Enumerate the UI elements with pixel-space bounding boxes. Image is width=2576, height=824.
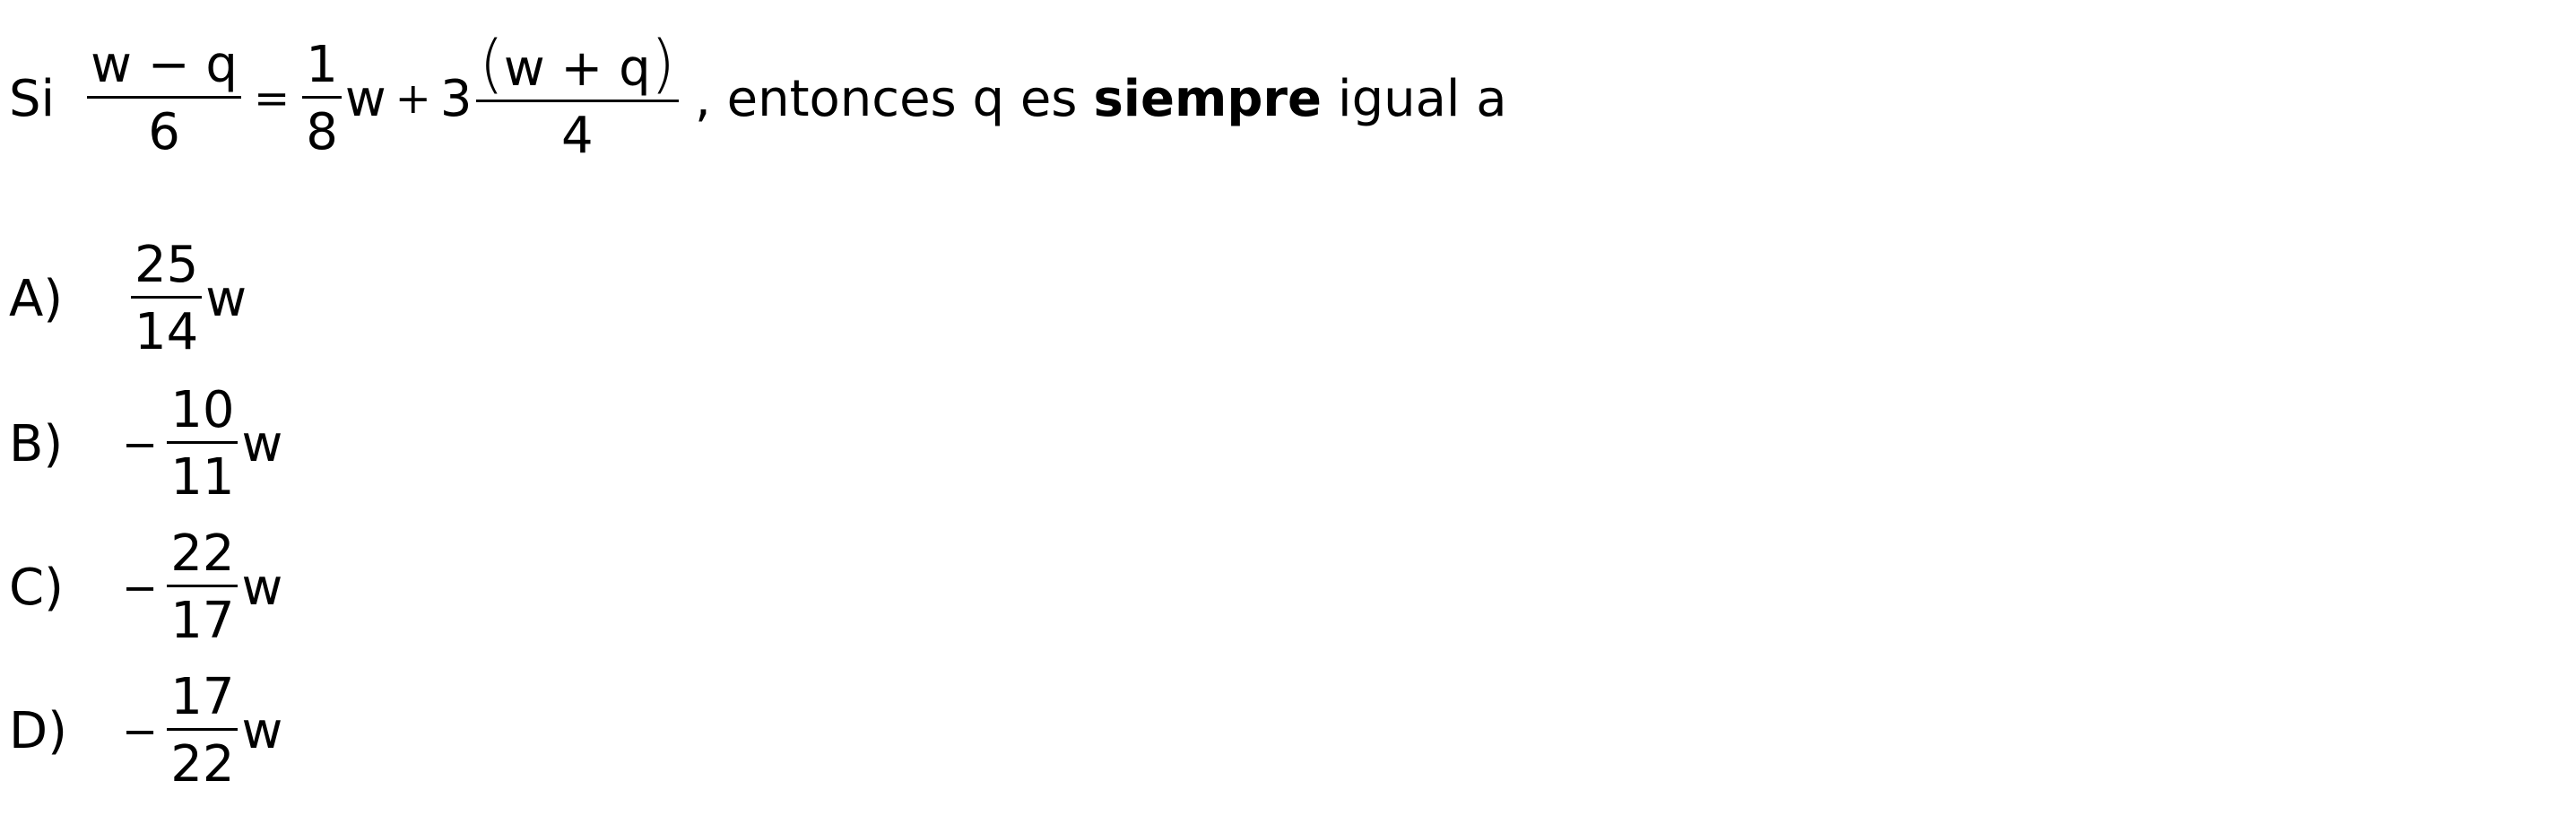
option-a[interactable]: [9, 236, 247, 361]
rhs1-denominator: 8: [302, 96, 342, 158]
equals-sign: =: [253, 74, 291, 124]
option-letter: A): [9, 270, 64, 328]
plus-sign: +: [395, 74, 431, 124]
rhs-fraction-1: [302, 35, 342, 161]
option-numerator: 17: [170, 668, 235, 726]
rhs2-numerator: [476, 27, 680, 100]
option-letter: B): [9, 415, 64, 473]
rhs2-denominator: 4: [476, 100, 680, 161]
option-fraction: [131, 236, 202, 361]
rhs-fraction-2: [476, 27, 680, 165]
option-variable: w: [205, 270, 247, 328]
option-variable: w: [241, 559, 283, 617]
rhs2-numerator-text: w + q: [503, 39, 651, 98]
option-b[interactable]: [9, 381, 283, 507]
close-paren: ): [650, 27, 676, 100]
option-letter: C): [9, 559, 64, 617]
question-bold-word: siempre: [1093, 69, 1323, 128]
option-denominator: 17: [167, 585, 238, 646]
question-prefix: Si: [9, 69, 56, 128]
option-fraction: [167, 381, 238, 507]
open-paren: (: [479, 27, 504, 100]
option-variable: w: [241, 415, 283, 473]
option-denominator: 11: [167, 441, 238, 503]
lhs-numerator: w − q: [91, 35, 238, 94]
question-stem: [9, 27, 1507, 165]
option-d[interactable]: [9, 668, 283, 794]
question-text-after: , entonces q es: [695, 69, 1078, 128]
option-numerator: 22: [170, 525, 235, 583]
rhs-coefficient: 3: [439, 69, 473, 128]
option-c[interactable]: [9, 525, 283, 650]
option-sign: −: [122, 419, 159, 470]
rhs1-numerator: 1: [306, 35, 338, 94]
question-text-end: igual a: [1338, 69, 1507, 128]
option-variable: w: [241, 702, 283, 760]
rhs-variable: w: [344, 69, 386, 128]
option-fraction: [167, 668, 238, 794]
lhs-denominator: 6: [87, 96, 241, 158]
option-denominator: 14: [131, 296, 202, 358]
option-fraction: [167, 525, 238, 650]
option-sign: −: [122, 562, 159, 613]
option-sign: −: [122, 706, 159, 757]
lhs-fraction: [87, 35, 241, 161]
option-numerator: 25: [134, 236, 199, 294]
option-denominator: 22: [167, 728, 238, 790]
option-numerator: 10: [170, 381, 235, 439]
option-letter: D): [9, 702, 67, 760]
